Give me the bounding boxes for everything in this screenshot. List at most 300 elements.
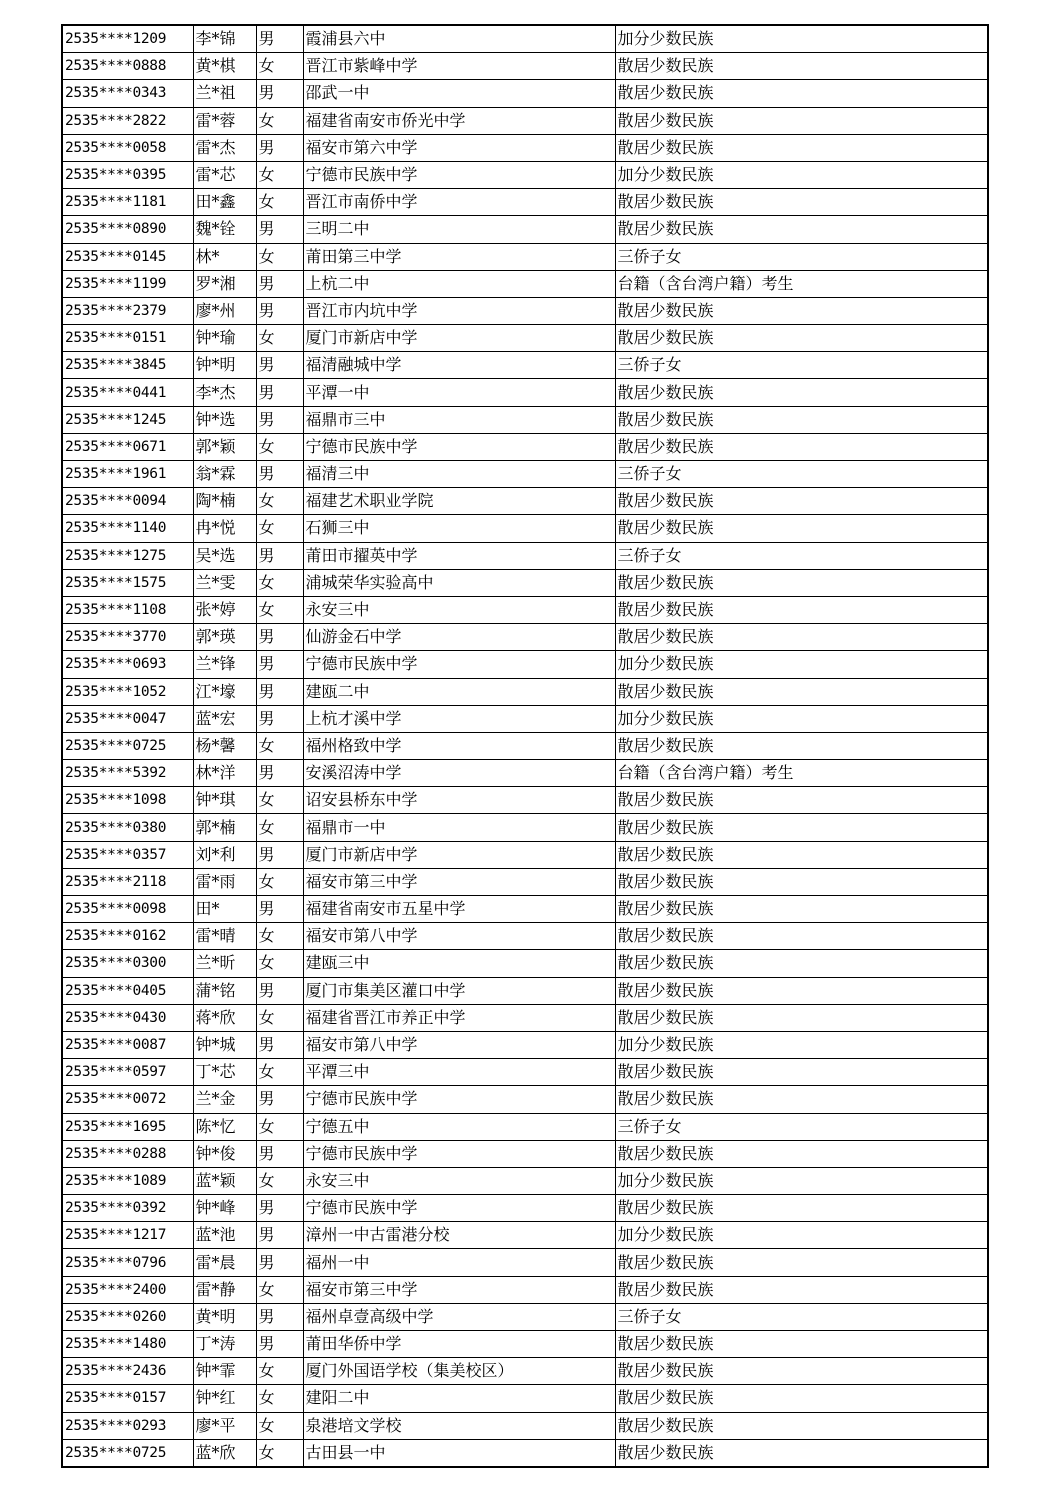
table-row: [62, 705, 988, 732]
candidate-id-cell: 2535****0145: [62, 243, 193, 270]
candidate-name-cell: 钟*峰: [193, 1195, 256, 1222]
candidate-id-cell: 2535****0343: [62, 80, 193, 107]
candidate-sex-cell: 男: [256, 352, 303, 379]
table-row: [62, 379, 988, 406]
table-row: [62, 1276, 988, 1303]
candidate-name-cell: 魏*铨: [193, 216, 256, 243]
candidate-name-cell: 林*洋: [193, 760, 256, 787]
table-row: [62, 270, 988, 297]
candidate-sex-cell: 男: [256, 134, 303, 161]
candidate-name-cell: 雷*晴: [193, 923, 256, 950]
candidate-school-cell: 晋江市内坑中学: [303, 297, 615, 324]
candidate-sex-cell: 女: [256, 189, 303, 216]
table-row: [62, 461, 988, 488]
table-row: [62, 596, 988, 623]
candidate-school-cell: 邵武一中: [303, 80, 615, 107]
table-row: [62, 542, 988, 569]
table-row: [62, 1331, 988, 1358]
table-row: [62, 732, 988, 759]
candidate-sex-cell: 女: [256, 814, 303, 841]
table-row: [62, 1222, 988, 1249]
candidate-school-cell: 诏安县桥东中学: [303, 787, 615, 814]
candidate-name-cell: 冉*悦: [193, 515, 256, 542]
candidate-name-cell: 蒲*铭: [193, 977, 256, 1004]
candidate-id-cell: 2535****0094: [62, 488, 193, 515]
candidate-category-cell: 三侨子女: [615, 1113, 988, 1140]
candidate-sex-cell: 男: [256, 651, 303, 678]
candidate-name-cell: 陈*忆: [193, 1113, 256, 1140]
candidate-name-cell: 钟*城: [193, 1031, 256, 1058]
table-row: [62, 515, 988, 542]
candidate-category-cell: 散居少数民族: [615, 433, 988, 460]
candidate-school-cell: 古田县一中: [303, 1439, 615, 1467]
candidate-name-cell: 翁*霖: [193, 461, 256, 488]
candidate-category-cell: 散居少数民族: [615, 569, 988, 596]
candidate-name-cell: 蓝*池: [193, 1222, 256, 1249]
candidate-id-cell: 2535****0395: [62, 161, 193, 188]
candidate-school-cell: 厦门市新店中学: [303, 325, 615, 352]
candidate-sex-cell: 男: [256, 1086, 303, 1113]
table-row: [62, 787, 988, 814]
candidate-sex-cell: 女: [256, 515, 303, 542]
candidate-category-cell: 加分少数民族: [615, 1031, 988, 1058]
candidate-sex-cell: 男: [256, 896, 303, 923]
candidate-school-cell: 建阳二中: [303, 1385, 615, 1412]
candidate-category-cell: 散居少数民族: [615, 1385, 988, 1412]
candidate-school-cell: 平潭一中: [303, 379, 615, 406]
candidate-id-cell: 2535****0072: [62, 1086, 193, 1113]
table-row: [62, 1385, 988, 1412]
candidate-category-cell: 散居少数民族: [615, 189, 988, 216]
candidate-name-cell: 钟*霏: [193, 1358, 256, 1385]
candidate-sex-cell: 女: [256, 596, 303, 623]
candidate-category-cell: 散居少数民族: [615, 134, 988, 161]
candidate-sex-cell: 女: [256, 950, 303, 977]
table-row: [62, 569, 988, 596]
candidate-category-cell: 加分少数民族: [615, 705, 988, 732]
candidate-category-cell: 散居少数民族: [615, 678, 988, 705]
candidate-category-cell: 散居少数民族: [615, 923, 988, 950]
candidate-sex-cell: 男: [256, 216, 303, 243]
candidate-name-cell: 蓝*宏: [193, 705, 256, 732]
candidate-category-cell: 散居少数民族: [615, 896, 988, 923]
table-row: [62, 1031, 988, 1058]
candidate-name-cell: 江*壕: [193, 678, 256, 705]
candidate-school-cell: 莆田华侨中学: [303, 1331, 615, 1358]
table-row: [62, 1195, 988, 1222]
candidate-sex-cell: 女: [256, 1059, 303, 1086]
candidate-school-cell: 平潭三中: [303, 1059, 615, 1086]
candidate-sex-cell: 男: [256, 406, 303, 433]
candidate-school-cell: 三明二中: [303, 216, 615, 243]
candidate-category-cell: 散居少数民族: [615, 732, 988, 759]
candidate-name-cell: 田*鑫: [193, 189, 256, 216]
table-row: [62, 1004, 988, 1031]
candidate-school-cell: 宁德市民族中学: [303, 651, 615, 678]
candidate-sex-cell: 男: [256, 705, 303, 732]
candidate-name-cell: 钟*俊: [193, 1140, 256, 1167]
candidate-sex-cell: 男: [256, 1195, 303, 1222]
candidate-id-cell: 2535****1181: [62, 189, 193, 216]
candidate-category-cell: 三侨子女: [615, 352, 988, 379]
candidate-sex-cell: 女: [256, 433, 303, 460]
candidate-sex-cell: 女: [256, 1167, 303, 1194]
candidate-name-cell: 雷*雨: [193, 868, 256, 895]
candidate-name-cell: 钟*瑜: [193, 325, 256, 352]
candidate-id-cell: 2535****1695: [62, 1113, 193, 1140]
candidate-category-cell: 散居少数民族: [615, 841, 988, 868]
candidate-id-cell: 2535****1089: [62, 1167, 193, 1194]
candidate-id-cell: 2535****0441: [62, 379, 193, 406]
candidate-category-cell: 三侨子女: [615, 1303, 988, 1330]
candidate-sex-cell: 男: [256, 25, 303, 53]
candidate-id-cell: 2535****0151: [62, 325, 193, 352]
candidate-id-cell: 2535****2436: [62, 1358, 193, 1385]
candidate-id-cell: 2535****0162: [62, 923, 193, 950]
candidate-category-cell: 加分少数民族: [615, 161, 988, 188]
candidate-id-cell: 2535****1245: [62, 406, 193, 433]
candidate-category-cell: 散居少数民族: [615, 1276, 988, 1303]
candidate-name-cell: 廖*平: [193, 1412, 256, 1439]
table-row: [62, 243, 988, 270]
candidate-sex-cell: 女: [256, 161, 303, 188]
candidate-sex-cell: 女: [256, 732, 303, 759]
candidate-school-cell: 福安市第八中学: [303, 1031, 615, 1058]
candidate-name-cell: 丁*涛: [193, 1331, 256, 1358]
candidate-id-cell: 2535****2400: [62, 1276, 193, 1303]
candidate-category-cell: 散居少数民族: [615, 1249, 988, 1276]
candidate-id-cell: 2535****2379: [62, 297, 193, 324]
table-row: [62, 161, 988, 188]
candidate-id-cell: 2535****0157: [62, 1385, 193, 1412]
candidate-school-cell: 上杭才溪中学: [303, 705, 615, 732]
table-row: [62, 977, 988, 1004]
candidate-id-cell: 2535****0380: [62, 814, 193, 841]
candidate-sex-cell: 女: [256, 569, 303, 596]
candidate-id-cell: 2535****1108: [62, 596, 193, 623]
table-row: [62, 406, 988, 433]
candidate-sex-cell: 女: [256, 488, 303, 515]
table-row: [62, 488, 988, 515]
candidate-id-cell: 2535****0087: [62, 1031, 193, 1058]
candidate-category-cell: 散居少数民族: [615, 107, 988, 134]
candidate-category-cell: 散居少数民族: [615, 1086, 988, 1113]
roster-table: [61, 24, 989, 1468]
candidate-id-cell: 2535****2118: [62, 868, 193, 895]
table-row: [62, 216, 988, 243]
candidate-school-cell: 福建艺术职业学院: [303, 488, 615, 515]
candidate-id-cell: 2535****0357: [62, 841, 193, 868]
candidate-id-cell: 2535****1275: [62, 542, 193, 569]
candidate-name-cell: 郭*颖: [193, 433, 256, 460]
candidate-name-cell: 李*杰: [193, 379, 256, 406]
candidate-school-cell: 福州卓壹高级中学: [303, 1303, 615, 1330]
candidate-category-cell: 三侨子女: [615, 461, 988, 488]
roster-body: [62, 25, 988, 1467]
candidate-school-cell: 建瓯二中: [303, 678, 615, 705]
candidate-school-cell: 厦门外国语学校（集美校区）: [303, 1358, 615, 1385]
candidate-id-cell: 2535****0405: [62, 977, 193, 1004]
candidate-category-cell: 散居少数民族: [615, 80, 988, 107]
candidate-name-cell: 廖*州: [193, 297, 256, 324]
candidate-sex-cell: 女: [256, 1385, 303, 1412]
candidate-id-cell: 2535****3770: [62, 624, 193, 651]
candidate-id-cell: 2535****0671: [62, 433, 193, 460]
candidate-name-cell: 郭*楠: [193, 814, 256, 841]
candidate-id-cell: 2535****0725: [62, 1439, 193, 1467]
candidate-school-cell: 福清融城中学: [303, 352, 615, 379]
candidate-sex-cell: 男: [256, 379, 303, 406]
candidate-name-cell: 钟*红: [193, 1385, 256, 1412]
candidate-category-cell: 加分少数民族: [615, 1167, 988, 1194]
table-row: [62, 841, 988, 868]
candidate-school-cell: 宁德五中: [303, 1113, 615, 1140]
candidate-name-cell: 雷*静: [193, 1276, 256, 1303]
candidate-category-cell: 散居少数民族: [615, 596, 988, 623]
candidate-id-cell: 2535****0293: [62, 1412, 193, 1439]
candidate-id-cell: 2535****0058: [62, 134, 193, 161]
candidate-category-cell: 散居少数民族: [615, 977, 988, 1004]
candidate-name-cell: 黄*明: [193, 1303, 256, 1330]
candidate-sex-cell: 男: [256, 1303, 303, 1330]
candidate-sex-cell: 女: [256, 1439, 303, 1467]
candidate-school-cell: 上杭二中: [303, 270, 615, 297]
candidate-id-cell: 2535****2822: [62, 107, 193, 134]
candidate-name-cell: 刘*利: [193, 841, 256, 868]
candidate-school-cell: 福清三中: [303, 461, 615, 488]
candidate-category-cell: 散居少数民族: [615, 515, 988, 542]
candidate-category-cell: 散居少数民族: [615, 297, 988, 324]
table-row: [62, 25, 988, 53]
candidate-name-cell: 林*: [193, 243, 256, 270]
candidate-category-cell: 散居少数民族: [615, 868, 988, 895]
candidate-id-cell: 2535****0392: [62, 1195, 193, 1222]
candidate-school-cell: 厦门市集美区灌口中学: [303, 977, 615, 1004]
candidate-id-cell: 2535****1052: [62, 678, 193, 705]
candidate-category-cell: 散居少数民族: [615, 1412, 988, 1439]
table-row: [62, 1167, 988, 1194]
table-row: [62, 1059, 988, 1086]
candidate-sex-cell: 男: [256, 542, 303, 569]
candidate-school-cell: 永安三中: [303, 1167, 615, 1194]
table-row: [62, 80, 988, 107]
candidate-category-cell: 散居少数民族: [615, 406, 988, 433]
candidate-category-cell: 三侨子女: [615, 243, 988, 270]
candidate-id-cell: 2535****0098: [62, 896, 193, 923]
candidate-category-cell: 加分少数民族: [615, 25, 988, 53]
candidate-id-cell: 2535****3845: [62, 352, 193, 379]
candidate-id-cell: 2535****1199: [62, 270, 193, 297]
candidate-category-cell: 台籍（含台湾户籍）考生: [615, 760, 988, 787]
candidate-sex-cell: 男: [256, 1249, 303, 1276]
table-row: [62, 107, 988, 134]
candidate-name-cell: 杨*馨: [193, 732, 256, 759]
candidate-school-cell: 宁德市民族中学: [303, 161, 615, 188]
candidate-id-cell: 2535****1140: [62, 515, 193, 542]
candidate-name-cell: 兰*锋: [193, 651, 256, 678]
table-row: [62, 651, 988, 678]
candidate-school-cell: 福安市第三中学: [303, 1276, 615, 1303]
candidate-name-cell: 钟*明: [193, 352, 256, 379]
candidate-school-cell: 宁德市民族中学: [303, 1195, 615, 1222]
candidate-school-cell: 福建省晋江市养正中学: [303, 1004, 615, 1031]
candidate-category-cell: 散居少数民族: [615, 624, 988, 651]
table-row: [62, 325, 988, 352]
table-row: [62, 1412, 988, 1439]
candidate-school-cell: 福安市第六中学: [303, 134, 615, 161]
candidate-category-cell: 散居少数民族: [615, 787, 988, 814]
candidate-sex-cell: 女: [256, 1004, 303, 1031]
candidate-sex-cell: 男: [256, 1331, 303, 1358]
candidate-name-cell: 丁*芯: [193, 1059, 256, 1086]
table-row: [62, 1140, 988, 1167]
candidate-name-cell: 吴*选: [193, 542, 256, 569]
candidate-sex-cell: 男: [256, 297, 303, 324]
candidate-school-cell: 莆田第三中学: [303, 243, 615, 270]
table-row: [62, 433, 988, 460]
candidate-name-cell: 钟*选: [193, 406, 256, 433]
candidate-category-cell: 散居少数民族: [615, 1439, 988, 1467]
table-row: [62, 1113, 988, 1140]
candidate-category-cell: 散居少数民族: [615, 1331, 988, 1358]
candidate-school-cell: 浦城荣华实验高中: [303, 569, 615, 596]
candidate-name-cell: 罗*湘: [193, 270, 256, 297]
candidate-sex-cell: 男: [256, 841, 303, 868]
candidate-school-cell: 福建省南安市五星中学: [303, 896, 615, 923]
candidate-name-cell: 张*婷: [193, 596, 256, 623]
candidate-id-cell: 2535****0260: [62, 1303, 193, 1330]
candidate-sex-cell: 男: [256, 678, 303, 705]
candidate-category-cell: 散居少数民族: [615, 325, 988, 352]
table-row: [62, 923, 988, 950]
table-row: [62, 1086, 988, 1113]
table-row: [62, 624, 988, 651]
candidate-id-cell: 2535****1209: [62, 25, 193, 53]
candidate-category-cell: 散居少数民族: [615, 488, 988, 515]
table-row: [62, 678, 988, 705]
candidate-id-cell: 2535****0888: [62, 53, 193, 80]
candidate-id-cell: 2535****1098: [62, 787, 193, 814]
table-row: [62, 189, 988, 216]
candidate-school-cell: 永安三中: [303, 596, 615, 623]
candidate-sex-cell: 男: [256, 624, 303, 651]
candidate-name-cell: 兰*昕: [193, 950, 256, 977]
candidate-sex-cell: 女: [256, 923, 303, 950]
candidate-category-cell: 散居少数民族: [615, 1059, 988, 1086]
table-row: [62, 1303, 988, 1330]
table-row: [62, 760, 988, 787]
candidate-category-cell: 加分少数民族: [615, 651, 988, 678]
candidate-name-cell: 田*: [193, 896, 256, 923]
candidate-name-cell: 兰*祖: [193, 80, 256, 107]
candidate-school-cell: 漳州一中古雷港分校: [303, 1222, 615, 1249]
candidate-id-cell: 2535****1217: [62, 1222, 193, 1249]
candidate-sex-cell: 男: [256, 1031, 303, 1058]
candidate-school-cell: 宁德市民族中学: [303, 1140, 615, 1167]
candidate-name-cell: 钟*琪: [193, 787, 256, 814]
candidate-name-cell: 李*锦: [193, 25, 256, 53]
candidate-category-cell: 台籍（含台湾户籍）考生: [615, 270, 988, 297]
table-row: [62, 134, 988, 161]
candidate-school-cell: 仙游金石中学: [303, 624, 615, 651]
candidate-id-cell: 2535****0300: [62, 950, 193, 977]
candidate-sex-cell: 女: [256, 868, 303, 895]
candidate-sex-cell: 男: [256, 80, 303, 107]
candidate-name-cell: 黄*棋: [193, 53, 256, 80]
candidate-id-cell: 2535****0047: [62, 705, 193, 732]
candidate-sex-cell: 女: [256, 787, 303, 814]
table-row: [62, 53, 988, 80]
candidate-id-cell: 2535****1575: [62, 569, 193, 596]
candidate-id-cell: 2535****0597: [62, 1059, 193, 1086]
candidate-sex-cell: 女: [256, 1358, 303, 1385]
table-row: [62, 352, 988, 379]
candidate-sex-cell: 男: [256, 1222, 303, 1249]
candidate-school-cell: 福安市第八中学: [303, 923, 615, 950]
table-row: [62, 896, 988, 923]
candidate-id-cell: 2535****0725: [62, 732, 193, 759]
candidate-id-cell: 2535****1480: [62, 1331, 193, 1358]
candidate-category-cell: 散居少数民族: [615, 1195, 988, 1222]
candidate-school-cell: 宁德市民族中学: [303, 433, 615, 460]
candidate-category-cell: 散居少数民族: [615, 379, 988, 406]
candidate-category-cell: 散居少数民族: [615, 216, 988, 243]
candidate-school-cell: 晋江市南侨中学: [303, 189, 615, 216]
table-row: [62, 814, 988, 841]
candidate-id-cell: 2535****0890: [62, 216, 193, 243]
candidate-sex-cell: 女: [256, 107, 303, 134]
candidate-category-cell: 散居少数民族: [615, 53, 988, 80]
candidate-name-cell: 兰*雯: [193, 569, 256, 596]
table-row: [62, 1249, 988, 1276]
candidate-id-cell: 2535****5392: [62, 760, 193, 787]
candidate-school-cell: 福安市第三中学: [303, 868, 615, 895]
candidate-school-cell: 厦门市新店中学: [303, 841, 615, 868]
candidate-school-cell: 泉港培文学校: [303, 1412, 615, 1439]
candidate-id-cell: 2535****0796: [62, 1249, 193, 1276]
candidate-school-cell: 石狮三中: [303, 515, 615, 542]
candidate-school-cell: 宁德市民族中学: [303, 1086, 615, 1113]
candidate-category-cell: 散居少数民族: [615, 1140, 988, 1167]
candidate-name-cell: 陶*楠: [193, 488, 256, 515]
candidate-school-cell: 福州一中: [303, 1249, 615, 1276]
table-row: [62, 1358, 988, 1385]
candidate-name-cell: 雷*芯: [193, 161, 256, 188]
candidate-school-cell: 晋江市紫峰中学: [303, 53, 615, 80]
roster-sheet: [61, 24, 987, 1468]
candidate-category-cell: 散居少数民族: [615, 950, 988, 977]
candidate-id-cell: 2535****1961: [62, 461, 193, 488]
candidate-school-cell: 福州格致中学: [303, 732, 615, 759]
candidate-category-cell: 散居少数民族: [615, 814, 988, 841]
candidate-category-cell: 加分少数民族: [615, 1222, 988, 1249]
table-row: [62, 868, 988, 895]
candidate-sex-cell: 女: [256, 1412, 303, 1439]
candidate-name-cell: 蒋*欣: [193, 1004, 256, 1031]
candidate-sex-cell: 女: [256, 243, 303, 270]
candidate-name-cell: 兰*金: [193, 1086, 256, 1113]
candidate-id-cell: 2535****0288: [62, 1140, 193, 1167]
candidate-sex-cell: 男: [256, 1140, 303, 1167]
candidate-sex-cell: 女: [256, 1276, 303, 1303]
candidate-name-cell: 蓝*欣: [193, 1439, 256, 1467]
candidate-category-cell: 三侨子女: [615, 542, 988, 569]
table-row: [62, 950, 988, 977]
table-row: [62, 297, 988, 324]
candidate-sex-cell: 女: [256, 325, 303, 352]
candidate-name-cell: 雷*晨: [193, 1249, 256, 1276]
candidate-school-cell: 福鼎市三中: [303, 406, 615, 433]
